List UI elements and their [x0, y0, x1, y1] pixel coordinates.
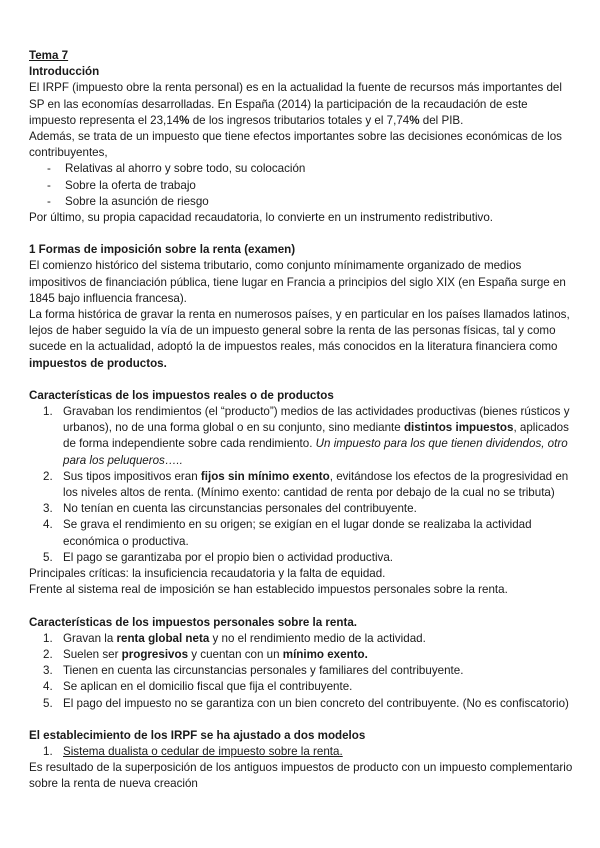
text-run: %	[409, 113, 420, 127]
text-run: progresivos	[121, 647, 189, 661]
text-run: La forma histórica de gravar la renta en numerosos países, y en particular en los países llamados latinos, lejos de haber seguido la vía de un impuesto general sobre la renta de las personas físicas, tal y como sucede en la actualidad, adoptó la de impuestos reales, más conocidos en la literatura financiera como	[29, 308, 570, 354]
list-number: 3.	[43, 664, 53, 678]
section-4-paragraph-1: Es resultado de la superposición de los antiguos impuestos de producto con un impuesto complementario sobre la renta de nueva creación	[29, 761, 573, 791]
list-item	[43, 647, 577, 663]
text-run: Sus tipos impositivos eran	[63, 469, 201, 483]
intro-dash-list	[29, 161, 577, 210]
section-1-paragraph-1: El comienzo histórico del sistema tributario, como conjunto mínimamente organizado de medios impositivos de financiación pública, tiene lugar en Francia a principios del siglo XIX (en España surge en 1845 bajo influencia francesa).	[29, 259, 566, 305]
text-run: renta global neta	[116, 631, 210, 645]
list-number: 5.	[43, 550, 53, 564]
document-page	[29, 48, 577, 793]
text-run: Suelen ser	[63, 647, 122, 661]
list-number: 4.	[43, 518, 53, 532]
text-run: No tenían en cuenta las circunstancias personales del contribuyente.	[63, 502, 417, 516]
text-run: impuestos de productos.	[29, 356, 167, 370]
spacer	[29, 599, 577, 615]
models-list	[29, 744, 577, 760]
real-taxes-list	[29, 404, 577, 566]
text-run: El IRPF (impuesto obre la renta personal) es en la actualidad la fuente de recursos más importantes del SP en las economías desarrolladas. En España (2014) la participación de la recaudación de este impuesto representa el 23,14	[29, 81, 562, 127]
text-run: Gravaban los rendimientos (el “producto”) medios de las actividades productivas (bienes rústicos y urbanos), no de una forma global o en su conjunto, sino mediante	[63, 405, 570, 435]
list-item	[43, 550, 577, 566]
list-number: 3.	[43, 502, 53, 516]
section-1-heading: 1 Formas de imposición sobre la renta (examen)	[29, 243, 296, 257]
text-run: Un impuesto para los que tienen dividendos, otro para los peluqueros…..	[63, 437, 568, 467]
list-item: - Sobre la asunción de riesgo	[47, 194, 577, 210]
text-run: Se grava el rendimiento en su origen; se exigían en el lugar donde se realizaba la actividad económica o productiva.	[63, 518, 532, 548]
section-2-paragraph-1: Principales críticas: la insuficiencia recaudatoria y la falta de equidad.	[29, 567, 386, 581]
text-run: Sistema dualista o cedular de impuesto sobre la renta.	[63, 744, 343, 758]
personal-taxes-list	[29, 631, 577, 712]
text-run: , aplicados de forma independiente sobre cada rendimiento.	[63, 421, 569, 451]
spacer	[29, 372, 577, 388]
text-run: mínimo exento.	[282, 647, 368, 661]
text-run: del PIB.	[419, 113, 464, 127]
spacer	[29, 226, 577, 242]
text-run: fijos sin mínimo exento	[200, 469, 330, 483]
list-item	[43, 404, 577, 469]
topic-title: Tema 7	[29, 49, 69, 62]
list-item	[43, 696, 577, 712]
list-number: 1.	[43, 744, 53, 758]
section-1-paragraph-2	[29, 307, 577, 372]
list-number: 1.	[43, 631, 53, 645]
intro-paragraph-2: Además, se trata de un impuesto que tiene efectos importantes sobre las decisiones económicas de los contribuyentes,	[29, 130, 562, 160]
list-number: 4.	[43, 680, 53, 694]
section-2-paragraph-2: Frente al sistema real de imposición se han establecido impuestos personales sobre la renta.	[29, 583, 508, 597]
text-run: Tienen en cuenta las circunstancias personales y familiares del contribuyente.	[63, 664, 464, 678]
list-item	[43, 517, 577, 549]
text-run: %	[179, 113, 190, 127]
list-item	[43, 501, 577, 517]
list-number: 2.	[43, 469, 53, 483]
list-item: - Sobre la oferta de trabajo	[47, 178, 577, 194]
text-run: El pago del impuesto no se garantiza con un bien concreto del contribuyente. (No es confiscatorio)	[63, 696, 569, 710]
list-item	[43, 631, 577, 647]
section-4-heading: El establecimiento de los IRPF se ha ajustado a dos modelos	[29, 728, 366, 742]
text-run: de los ingresos tributarios totales y el 7,74	[189, 113, 410, 127]
text-run: El pago se garantizaba por el propio bien o actividad productiva.	[63, 550, 393, 564]
text-run: y cuentan con un	[188, 647, 283, 661]
text-run: Se aplican en el domicilio fiscal que fija el contribuyente.	[63, 680, 353, 694]
intro-paragraph-1	[29, 80, 577, 129]
text-run: Gravan la	[63, 631, 117, 645]
section-2-heading: Características de los impuestos reales o de productos	[29, 388, 334, 402]
list-item: - Relativas al ahorro y sobre todo, su colocación	[47, 161, 577, 177]
list-number: 1.	[43, 405, 53, 419]
list-item	[43, 469, 577, 501]
text-run: distintos impuestos	[403, 421, 514, 435]
section-3-heading: Características de los impuestos personales sobre la renta.	[29, 615, 357, 629]
spacer	[29, 712, 577, 728]
intro-paragraph-3: Por último, su propia capacidad recaudatoria, lo convierte en un instrumento redistributivo.	[29, 211, 493, 225]
list-item	[43, 679, 577, 695]
list-number: 2.	[43, 647, 53, 661]
list-item	[43, 744, 577, 760]
intro-heading: Introducción	[29, 65, 100, 79]
text-run: , evitándose los efectos de la progresividad en los niveles altos de renta. (Mínimo exento: cantidad de renta por debajo de la cual no se tributa)	[63, 469, 569, 500]
text-run: y no el rendimiento medio de la actividad.	[209, 631, 426, 645]
list-number: 5.	[43, 696, 53, 710]
list-item	[43, 663, 577, 679]
